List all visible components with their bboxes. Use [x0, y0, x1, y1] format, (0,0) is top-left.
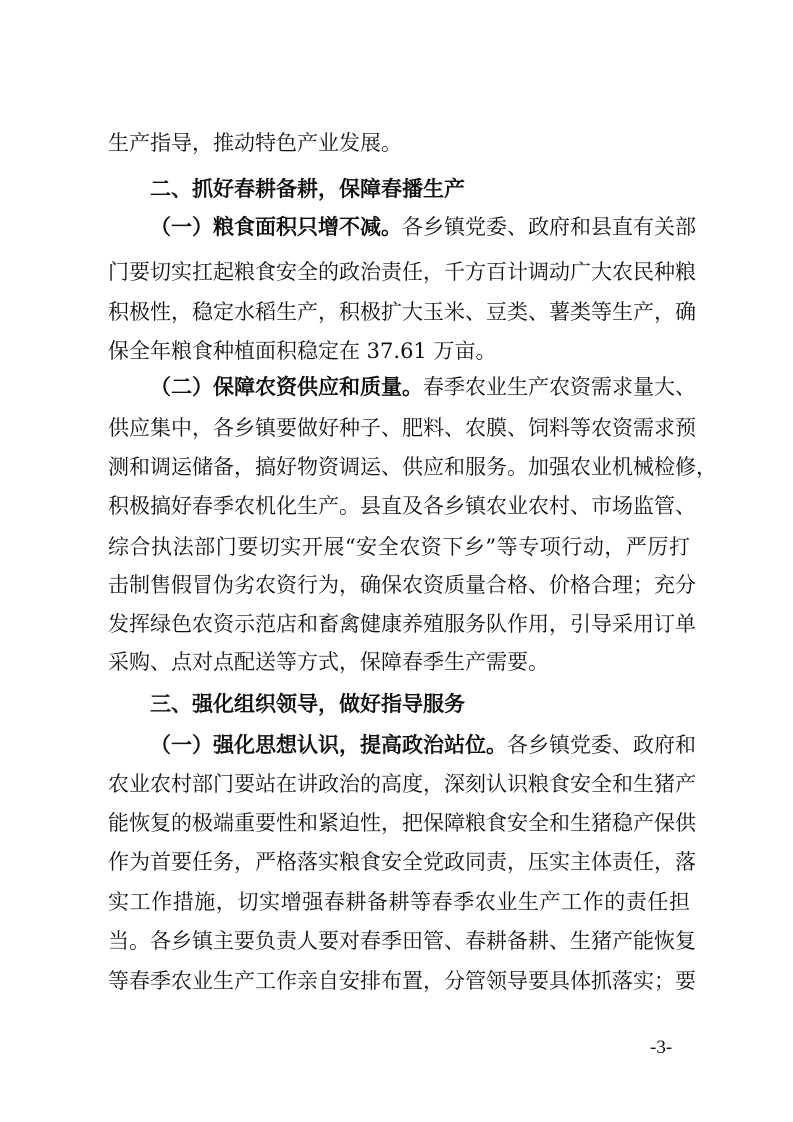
paragraph-line — [108, 648, 690, 676]
line-text: 农业农村部门要站在讲政治的高度，深刻认识粮食安全和生猪产 — [108, 772, 696, 796]
paragraph-line — [108, 414, 696, 442]
line-text: 各乡镇党委、政府和 — [507, 733, 696, 757]
paragraph-line — [108, 770, 696, 798]
section-heading-3 — [150, 690, 690, 718]
heading-text: 二、抓好春耕备耕，保障春播生产 — [150, 176, 465, 201]
heading-text: 三、强化组织领导，做好指导服务 — [150, 691, 465, 716]
paragraph-line — [108, 848, 696, 876]
line-text: 等春季农业生产工作亲自安排布置，分管领导要具体抓落实；要 — [108, 969, 696, 993]
paragraph-line — [108, 967, 696, 995]
line-text: 综合执法部门要切实开展“安全农资下乡”等专项行动，严厉打 — [108, 535, 690, 559]
paragraph-line — [108, 129, 690, 157]
line-text: 能恢复的极端重要性和紧迫性，把保障粮食安全和生猪稳产保供 — [108, 811, 696, 835]
line-text: 当。各乡镇主要负责人要对春季田管、春耕备耕、生猪产能恢复 — [108, 929, 696, 953]
paragraph-line — [108, 492, 696, 520]
line-text: 门要切实扛起粮食安全的政治责任，千方百计调动广大农民种粮 — [108, 260, 696, 284]
subheading-text: （二）保障农资供应和质量。 — [150, 374, 423, 399]
paragraph-line — [108, 571, 696, 599]
line-text: 击制售假冒伪劣农资行为，确保农资质量合格、价格合理；充分 — [108, 573, 696, 597]
line-text: 保全年粮食种植面积稳定在 37.61 万亩。 — [108, 339, 497, 363]
paragraph-line — [108, 337, 690, 365]
line-text: 发挥绿色农资示范店和畜禽健康养殖服务队作用，引导采用订单 — [108, 612, 696, 636]
line-text: 积极性，稳定水稻生产，积极扩大玉米、豆类、薯类等生产，确 — [108, 300, 696, 324]
paragraph-line — [108, 610, 696, 638]
paragraph-line — [108, 298, 696, 326]
paragraph-line — [108, 533, 690, 561]
subheading-text: （一）强化思想认识，提高政治站位。 — [150, 732, 507, 757]
line-text: 实工作措施，切实增强春耕备耕等春季农业生产工作的责任担 — [108, 890, 690, 914]
line-text: 生产指导，推动特色产业发展。 — [108, 131, 402, 155]
paragraph-line — [150, 731, 696, 759]
subheading-text: （一）粮食面积只增不减。 — [150, 214, 402, 239]
line-text: 作为首要任务，严格落实粮食安全党政同责，压实主体责任，落 — [108, 850, 696, 874]
line-text: 积极搞好春季农机化生产。县直及各乡镇农业农村、市场监管、 — [108, 494, 696, 518]
page-number: -3- — [650, 1037, 673, 1058]
paragraph-line — [108, 927, 696, 955]
line-text: 供应集中，各乡镇要做好种子、肥料、农膜、饲料等农资需求预 — [108, 416, 696, 440]
paragraph-line — [108, 888, 690, 916]
paragraph-line — [108, 809, 696, 837]
paragraph-line — [150, 213, 696, 241]
paragraph-line — [108, 453, 717, 481]
line-text: 各乡镇党委、政府和县直有关部 — [402, 215, 696, 239]
line-text: 采购、点对点配送等方式，保障春季生产需要。 — [108, 650, 549, 674]
section-heading-2 — [150, 175, 690, 203]
line-text: 春季农业生产农资需求量大、 — [423, 375, 696, 399]
paragraph-line — [150, 373, 696, 401]
line-text: 测和调运储备，搞好物资调运、供应和服务。加强农业机械检修， — [108, 455, 717, 479]
paragraph-line — [108, 258, 696, 286]
